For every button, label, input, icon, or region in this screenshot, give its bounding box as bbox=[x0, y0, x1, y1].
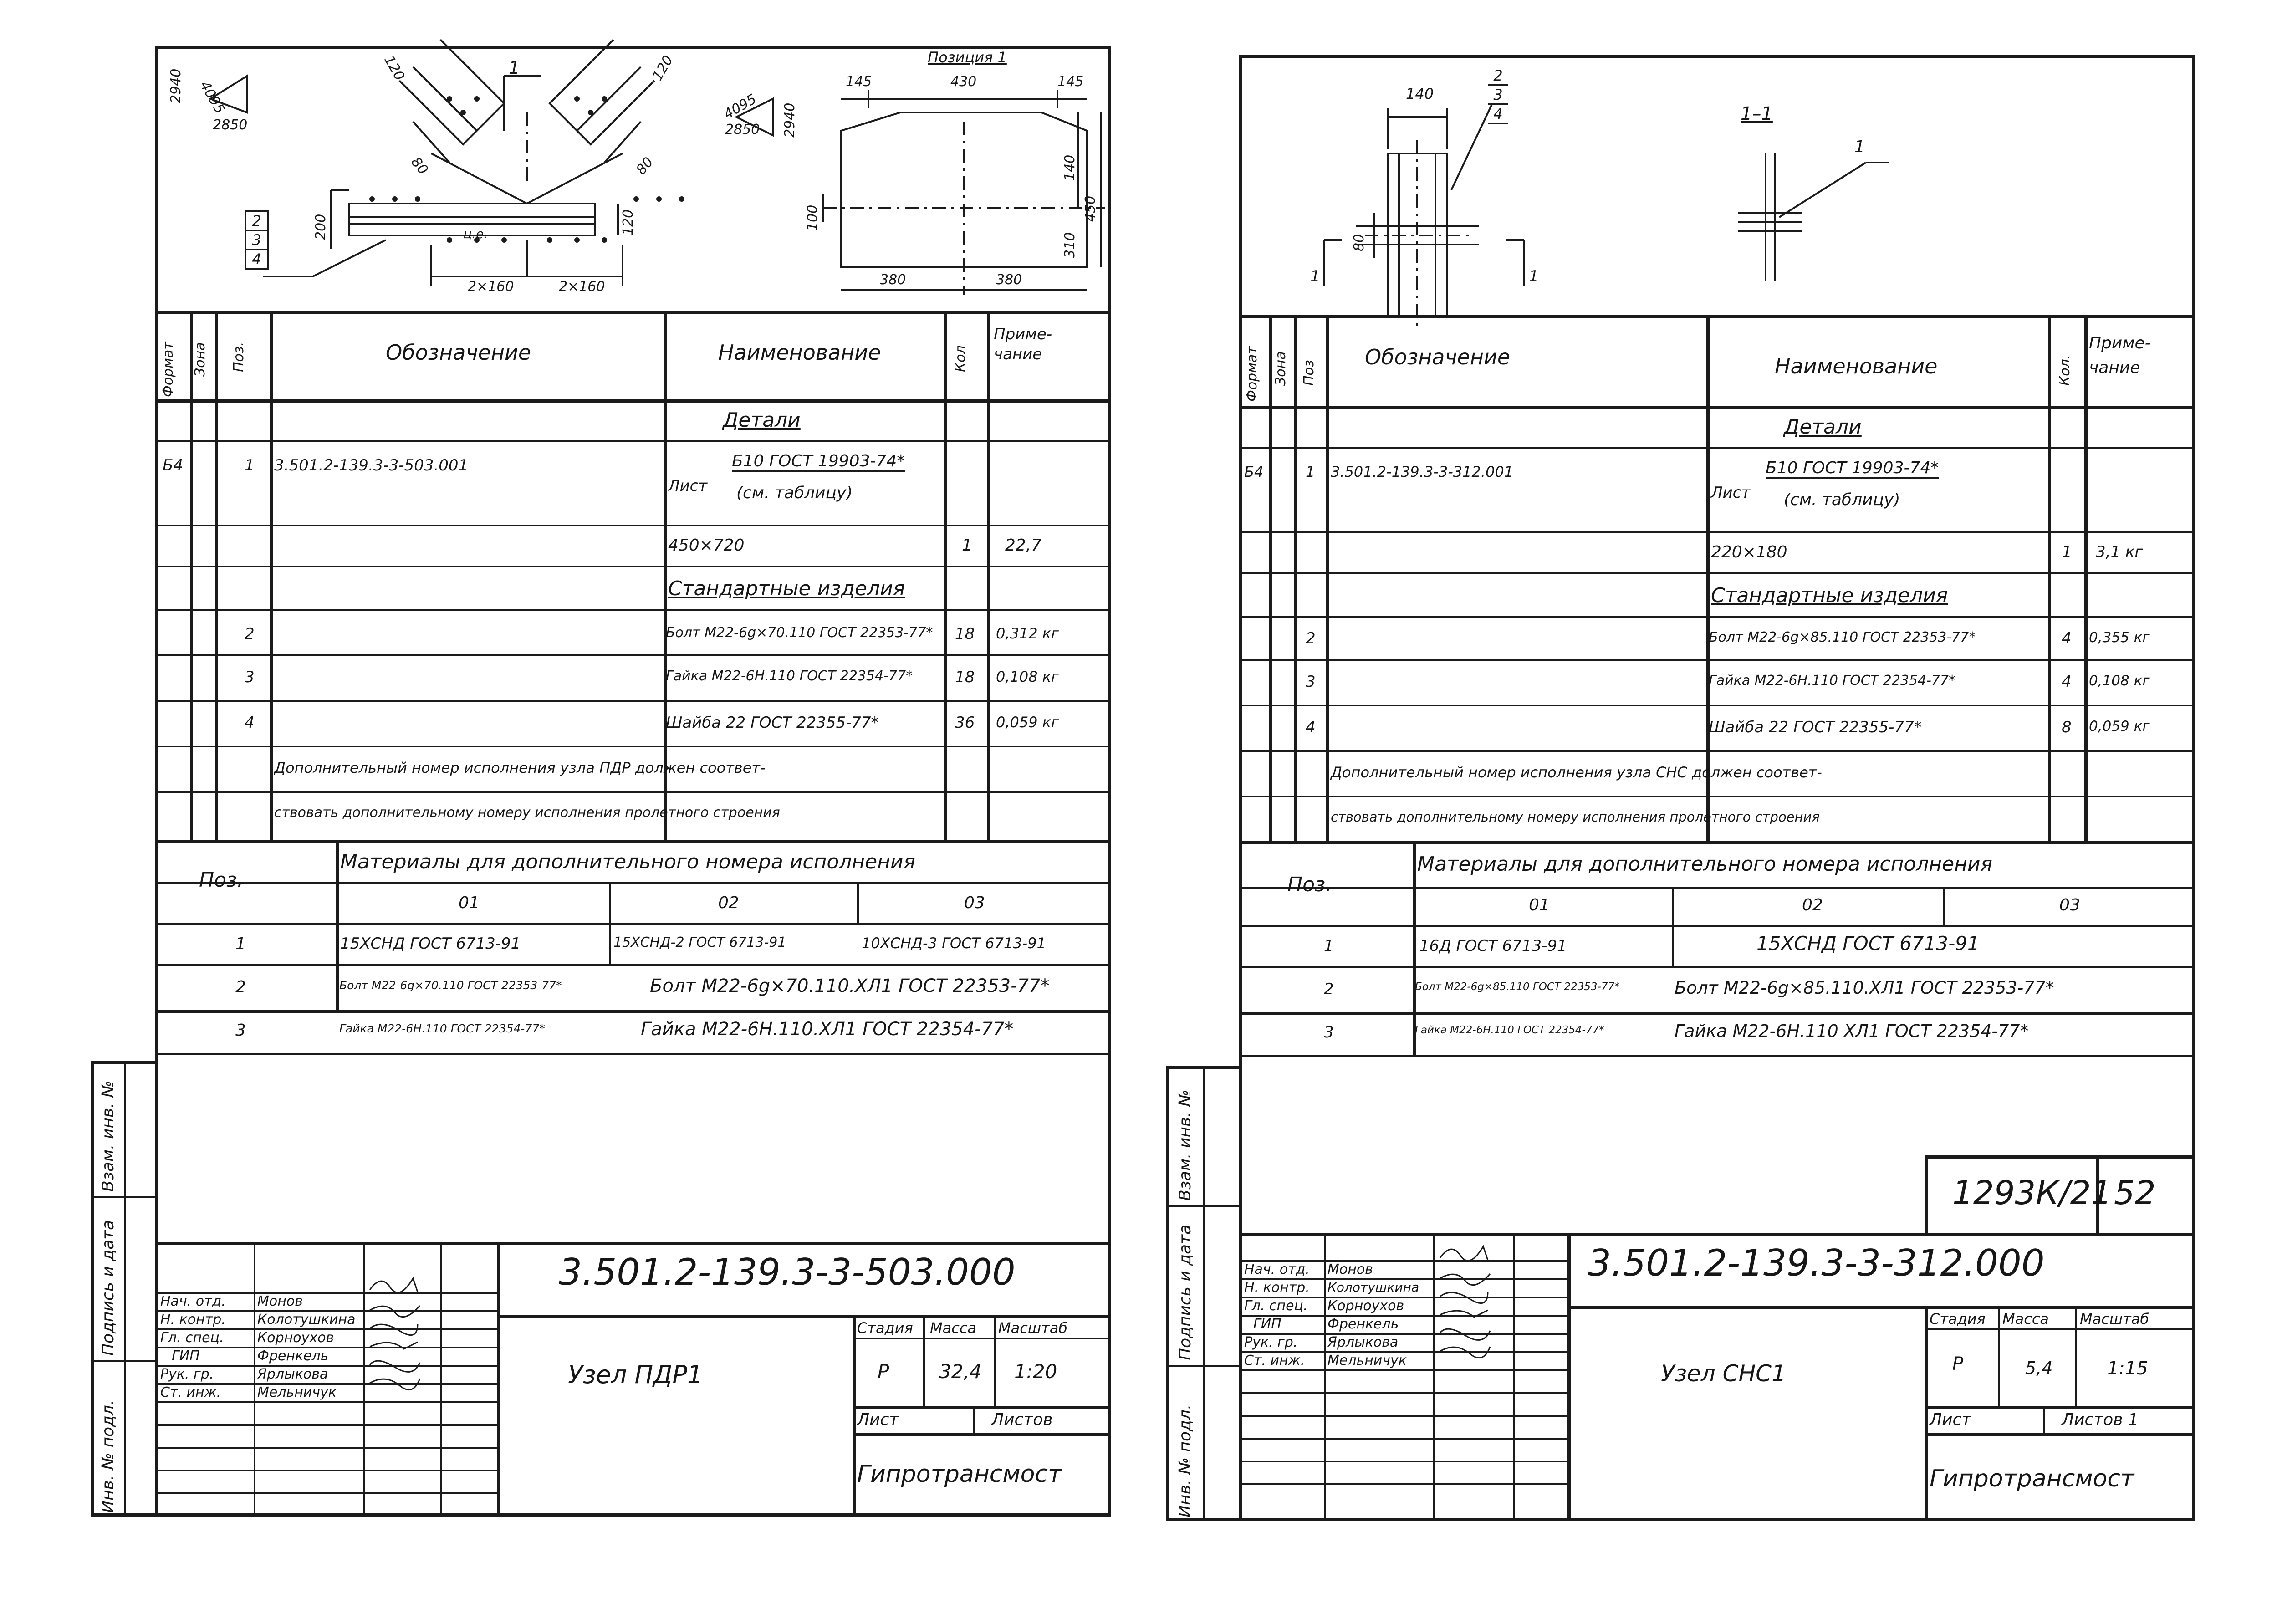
mat-row1-03: 10ХСНД-3 ГОСТ 6713-91 bbox=[862, 935, 1046, 952]
r-name-3: Корноухов bbox=[1327, 1298, 1404, 1314]
r-mat-col-01: 01 bbox=[1529, 896, 1550, 914]
role-4: ГИП bbox=[172, 1348, 200, 1364]
r-r3-name: Болт М22-6g×85.110 ГОСТ 22353-77* bbox=[1709, 629, 1976, 645]
r3-name: Болт М22-6g×70.110 ГОСТ 22353-77* bbox=[666, 625, 933, 641]
r2-note: 22,7 bbox=[1005, 536, 1042, 555]
r-role-1: Нач. отд. bbox=[1244, 1261, 1310, 1277]
object-name: Узел ПДР1 bbox=[568, 1360, 703, 1389]
left-dim-2850: 2850 bbox=[213, 117, 248, 133]
hdr-name: Наименование bbox=[718, 340, 881, 365]
r-r3-pos: 2 bbox=[1306, 629, 1316, 648]
r5-pos: 4 bbox=[245, 714, 255, 732]
r-mass-label: Масса bbox=[2002, 1310, 2049, 1328]
hdr-pos: Поз. bbox=[231, 342, 247, 372]
r1-name-top: Б10 ГОСТ 19903-74* bbox=[732, 452, 905, 472]
hdr-format: Формат bbox=[160, 342, 176, 397]
r-r1-designation: 3.501.2-139.3-3-312.001 bbox=[1331, 463, 1514, 480]
r-mat-col-02: 02 bbox=[1802, 896, 1823, 914]
mat-row1-01: 15ХСНД ГОСТ 6713-91 bbox=[340, 935, 521, 953]
r-mat-row2-pos: 2 bbox=[1324, 980, 1334, 998]
mat-row2-01: Болт М22-6g×70.110 ГОСТ 22353-77* bbox=[339, 979, 562, 992]
right-tri-dim-2940: 2940 bbox=[782, 102, 798, 138]
spec-header-line bbox=[158, 399, 1110, 403]
stamp-number: 1293К/21 bbox=[1952, 1174, 2112, 1212]
r-object-name: Узел СНС1 bbox=[1661, 1360, 1786, 1387]
r-stage-label: Стадия bbox=[1930, 1310, 1986, 1328]
r5-qty: 36 bbox=[955, 714, 975, 732]
role-3: Гл. спец. bbox=[160, 1330, 224, 1346]
r-r4-note: 0,108 кг bbox=[2089, 673, 2150, 689]
right-tri-dim-2850: 2850 bbox=[725, 122, 760, 138]
position-title: Позиция 1 bbox=[928, 49, 1007, 66]
r-name-1: Монов bbox=[1327, 1261, 1373, 1277]
callout-2: 2 bbox=[246, 212, 267, 231]
r-r3-note: 0,355 кг bbox=[2089, 629, 2150, 646]
right-tri-dim-4095: 4095 bbox=[721, 91, 759, 123]
r-mat-row3-01: Гайка М22-6Н.110 ГОСТ 22354-77* bbox=[1415, 1024, 1604, 1036]
r-mat-row3-pos: 3 bbox=[1324, 1023, 1334, 1042]
r1-name-bottom: (см. таблицу) bbox=[736, 484, 853, 502]
mat-col-03: 03 bbox=[964, 894, 985, 912]
r-mat-row1-pos: 1 bbox=[1324, 937, 1334, 955]
r-r4-name: Гайка М22-6Н.110 ГОСТ 22354-77* bbox=[1709, 673, 1956, 689]
sheets-label: Листов bbox=[991, 1410, 1053, 1429]
r-sec-std: Стандартные изделия bbox=[1711, 584, 1948, 607]
name-2: Колотушкина bbox=[257, 1312, 356, 1328]
hdr-zone: Зона bbox=[192, 342, 208, 377]
mat-row1-02: 15ХСНД-2 ГОСТ 6713-91 bbox=[613, 935, 786, 950]
pos-dim-145-b: 145 bbox=[1057, 74, 1084, 90]
name-4: Френкель bbox=[257, 1348, 329, 1364]
side-field-3: Инв. № подл. bbox=[99, 1399, 117, 1513]
mat-row2-rest: Болт М22-6g×70.110.ХЛ1 ГОСТ 22353-77* bbox=[650, 975, 1050, 996]
mass-value: 32,4 bbox=[939, 1360, 982, 1383]
r3-qty: 18 bbox=[955, 625, 975, 643]
dim-2x160-a: 2×160 bbox=[468, 279, 514, 295]
r-sec-details: Детали bbox=[1784, 415, 1862, 439]
left-sheet bbox=[155, 46, 1111, 1517]
hdr-designation: Обозначение bbox=[386, 340, 531, 365]
r-r1-pos: 1 bbox=[1306, 463, 1315, 480]
right-dim-80: 80 bbox=[1351, 234, 1367, 251]
pos-dim-140: 140 bbox=[1062, 154, 1078, 181]
callout-4: 4 bbox=[252, 250, 261, 268]
dim-120-c: 120 bbox=[620, 209, 636, 235]
scale-label: Масштаб bbox=[998, 1319, 1068, 1337]
right-node-drawing bbox=[1242, 58, 2194, 313]
mat-row1-pos: 1 bbox=[235, 935, 246, 953]
mat-col-01: 01 bbox=[459, 894, 480, 912]
r-drawing-code: 3.501.2-139.3-3-312.000 bbox=[1588, 1242, 2045, 1284]
r5-note: 0,059 кг bbox=[996, 714, 1059, 731]
r-r5-pos: 4 bbox=[1306, 718, 1316, 736]
r-side-field-3: Инв. № подл. bbox=[1176, 1404, 1195, 1517]
r-mat-col-03: 03 bbox=[2059, 896, 2080, 914]
name-1: Монов bbox=[257, 1293, 303, 1309]
r-mass-value: 5,4 bbox=[2025, 1358, 2053, 1378]
r-role-3: Гл. спец. bbox=[1244, 1298, 1308, 1314]
r-hdr-name: Наименование bbox=[1775, 354, 1938, 378]
dim-200: 200 bbox=[313, 214, 329, 240]
r-hdr-format: Формат bbox=[1244, 346, 1260, 402]
pos-dim-450: 450 bbox=[1082, 195, 1098, 222]
r-r3-qty: 4 bbox=[2062, 629, 2072, 648]
r-hdr-designation: Обозначение bbox=[1365, 345, 1511, 369]
r-note-line-2: ствовать дополнительному номеру исполнения пролетного строения bbox=[1331, 809, 1820, 825]
r-mat-row2-01: Болт М22-6g×85.110 ГОСТ 22353-77* bbox=[1415, 981, 1620, 993]
side-field-2: Подпись и дата bbox=[99, 1220, 117, 1356]
side-field-1: Взам. инв. № bbox=[99, 1080, 117, 1192]
r-name-2: Колотушкина bbox=[1327, 1280, 1419, 1295]
right-dim-140: 140 bbox=[1406, 85, 1434, 102]
dim-2x160-b: 2×160 bbox=[559, 279, 605, 295]
section-title: 1–1 bbox=[1741, 103, 1773, 124]
name-5: Ярлыкова bbox=[257, 1366, 328, 1382]
right-callout-4: 4 bbox=[1488, 105, 1508, 124]
r-mat-hdr-pos: Поз. bbox=[1287, 873, 1332, 896]
right-side-strip bbox=[1166, 1066, 1239, 1521]
r-stage-value: Р bbox=[1952, 1353, 1964, 1374]
r-mat-row1-rest: 15ХСНД ГОСТ 6713-91 bbox=[1756, 932, 1980, 955]
pos-dim-380-a: 380 bbox=[880, 272, 906, 288]
left-dim-2940: 2940 bbox=[168, 68, 184, 103]
pos-dim-145-a: 145 bbox=[846, 74, 872, 90]
pos-dim-380-b: 380 bbox=[996, 272, 1022, 288]
r-name-4: Френкель bbox=[1327, 1316, 1399, 1332]
note-line-2: ствовать дополнительному номеру исполнения пролетного строения bbox=[274, 805, 780, 821]
dim-ce: ц.е. bbox=[463, 226, 488, 241]
mass-label: Масса bbox=[930, 1319, 977, 1337]
spec-bottom-line bbox=[158, 840, 1110, 843]
callout-3: 3 bbox=[246, 231, 267, 250]
r-hdr-pos: Поз bbox=[1301, 360, 1317, 386]
r-mat-row1-01: 16Д ГОСТ 6713-91 bbox=[1419, 937, 1567, 955]
right-callout-3: 3 bbox=[1488, 86, 1508, 105]
r-mat-row2-rest: Болт М22-6g×85.110.ХЛ1 ГОСТ 22353-77* bbox=[1675, 978, 2054, 998]
r-r4-qty: 4 bbox=[2062, 673, 2072, 691]
pos-dim-100: 100 bbox=[805, 204, 821, 231]
left-side-strip bbox=[91, 1061, 155, 1517]
r-role-2: Н. контр. bbox=[1244, 1280, 1310, 1296]
dim-80-a: 80 bbox=[408, 154, 431, 178]
signatures bbox=[368, 1274, 422, 1410]
drawing-code: 3.501.2-139.3-3-503.000 bbox=[559, 1251, 1016, 1293]
r-sheet-label: Лист bbox=[1930, 1410, 1971, 1429]
r-side-field-2: Подпись и дата bbox=[1176, 1224, 1195, 1360]
r4-qty: 18 bbox=[955, 668, 975, 686]
dim-120-b: 120 bbox=[649, 52, 677, 84]
r3-pos: 2 bbox=[245, 625, 255, 643]
r2-qty: 1 bbox=[962, 536, 972, 555]
r-r4-pos: 3 bbox=[1306, 673, 1316, 691]
r1-designation: 3.501.2-139.3-3-503.001 bbox=[274, 456, 469, 475]
r-role-5: Рук. гр. bbox=[1244, 1334, 1298, 1350]
r-scale-label: Масштаб bbox=[2080, 1310, 2149, 1328]
r1-format: Б4 bbox=[163, 456, 183, 475]
r-role-6: Ст. инж. bbox=[1244, 1353, 1305, 1369]
sec-details: Детали bbox=[723, 409, 801, 432]
r-hdr-zone: Зона bbox=[1273, 351, 1289, 386]
hdr-note: Приме- чание bbox=[994, 325, 1052, 363]
cut-mark-left: 1 bbox=[1310, 267, 1320, 286]
callout-stack bbox=[245, 210, 269, 270]
mat-hdr-title: Материалы для дополнительного номера исполнения bbox=[340, 850, 916, 873]
r-hdr-note: Приме- чание bbox=[2089, 334, 2151, 377]
r-r1-name-top: Б10 ГОСТ 19903-74* bbox=[1766, 459, 1939, 479]
mat-hdr-pos: Поз. bbox=[199, 868, 244, 892]
dim-80-b: 80 bbox=[633, 154, 657, 178]
pos-dim-310: 310 bbox=[1062, 232, 1078, 258]
r-r5-note: 0,059 кг bbox=[2089, 718, 2150, 735]
r-name-6: Мельничук bbox=[1327, 1353, 1407, 1369]
section-callout: 1 bbox=[1854, 138, 1865, 156]
name-6: Мельничук bbox=[257, 1384, 337, 1400]
r-r5-name: Шайба 22 ГОСТ 22355-77* bbox=[1709, 718, 1922, 736]
left-dim-4095: 4095 bbox=[196, 78, 228, 117]
right-callout-stack bbox=[1488, 67, 1508, 124]
r4-name: Гайка М22-6Н.110 ГОСТ 22354-77* bbox=[666, 668, 913, 684]
sec-std: Стандартные изделия bbox=[668, 577, 905, 600]
r-r1-name-bottom: (см. таблицу) bbox=[1784, 490, 1900, 509]
r-role-4: ГИП bbox=[1253, 1316, 1281, 1332]
r-name-5: Ярлыкова bbox=[1327, 1334, 1399, 1350]
r-side-field-1: Взам. инв. № bbox=[1176, 1089, 1195, 1201]
r1-list: Лист bbox=[668, 477, 708, 495]
dim-120-a: 120 bbox=[381, 52, 408, 84]
r-mat-hdr-title: Материалы для дополнительного номера исполнения bbox=[1417, 853, 1993, 876]
mat-row2-pos: 2 bbox=[235, 978, 246, 996]
r4-pos: 3 bbox=[245, 668, 255, 686]
r-scale-value: 1:15 bbox=[2107, 1358, 2148, 1379]
role-6: Ст. инж. bbox=[160, 1384, 221, 1400]
pos-dim-430: 430 bbox=[950, 74, 977, 90]
role-1: Нач. отд. bbox=[160, 1293, 226, 1309]
sheet-label: Лист bbox=[857, 1410, 899, 1429]
r-r2-note: 3,1 кг bbox=[2096, 543, 2143, 561]
right-callout-2: 2 bbox=[1488, 67, 1508, 86]
r3-note: 0,312 кг bbox=[996, 625, 1059, 642]
r-hdr-qty: Кол. bbox=[2057, 354, 2073, 386]
mat-row3-rest: Гайка М22-6Н.110.ХЛ1 ГОСТ 22354-77* bbox=[641, 1019, 1014, 1040]
r-organization: Гипротрансмост bbox=[1930, 1465, 2134, 1492]
r-signatures bbox=[1438, 1242, 1492, 1379]
r5-name: Шайба 22 ГОСТ 22355-77* bbox=[666, 714, 879, 732]
r-r2-qty: 1 bbox=[2062, 543, 2072, 562]
scale-value: 1:20 bbox=[1014, 1360, 1057, 1383]
r-r5-qty: 8 bbox=[2062, 718, 2072, 736]
r4-note: 0,108 кг bbox=[996, 668, 1059, 685]
stage-label: Стадия bbox=[857, 1319, 913, 1337]
hdr-qty: Кол bbox=[953, 345, 969, 372]
stage-value: Р bbox=[878, 1360, 889, 1383]
r-r2-name: 220×180 bbox=[1711, 543, 1787, 562]
name-3: Корноухов bbox=[257, 1330, 334, 1346]
cut-mark-right: 1 bbox=[1529, 267, 1539, 286]
callout-1: 1 bbox=[509, 58, 520, 78]
r-sheets-label: Листов 1 bbox=[2062, 1410, 2139, 1429]
mat-row3-pos: 3 bbox=[235, 1021, 246, 1040]
r-mat-row3-rest: Гайка М22-6Н.110 ХЛ1 ГОСТ 22354-77* bbox=[1675, 1021, 2029, 1041]
r2-name: 450×720 bbox=[668, 536, 745, 555]
r-r1-list: Лист bbox=[1711, 484, 1751, 502]
role-5: Рук. гр. bbox=[160, 1366, 214, 1382]
note-line-1: Дополнительный номер исполнения узла ПДР должен соответ- bbox=[274, 759, 766, 776]
spec-top-line bbox=[158, 311, 1110, 314]
right-sheet bbox=[1239, 55, 2195, 1521]
organization: Гипротрансмост bbox=[857, 1461, 1062, 1488]
r1-pos: 1 bbox=[245, 456, 255, 475]
role-2: Н. контр. bbox=[160, 1312, 226, 1328]
stamp-page: 52 bbox=[2114, 1174, 2156, 1212]
mat-row3-01: Гайка М22-6Н.110 ГОСТ 22354-77* bbox=[339, 1022, 545, 1035]
mat-col-02: 02 bbox=[718, 894, 739, 912]
r-r1-format: Б4 bbox=[1244, 463, 1264, 480]
r-note-line-1: Дополнительный номер исполнения узла СНС должен соответ- bbox=[1331, 764, 1822, 781]
